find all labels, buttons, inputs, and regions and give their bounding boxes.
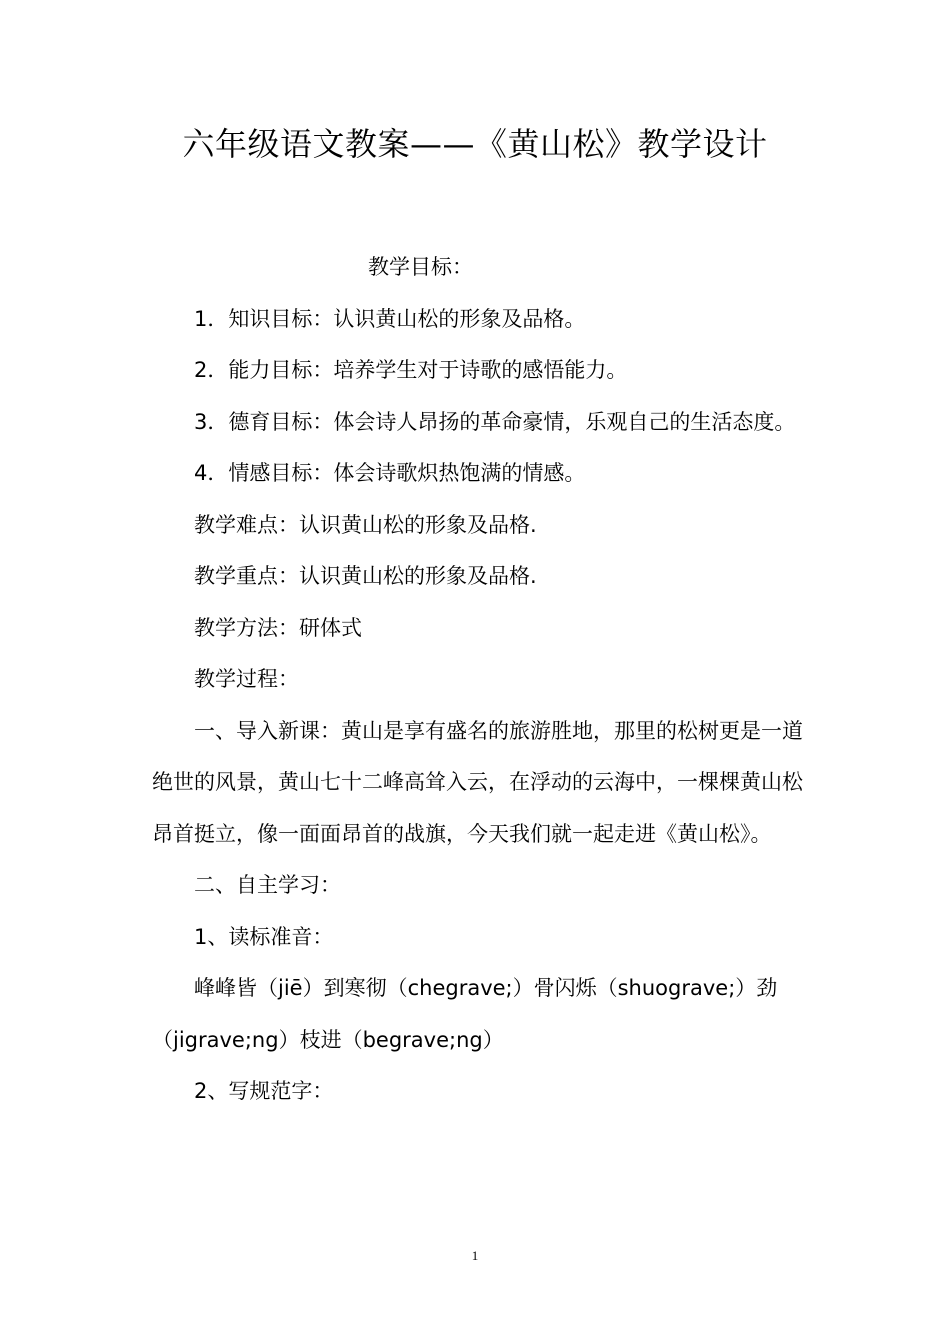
paragraph-knowledge-goal: 1．知识目标：认识黄山松的形象及品格。 [194, 306, 586, 331]
paragraph-self-study: 二、自主学习： [194, 873, 341, 897]
paragraph-read-pronunciation: 1、读标准音： [194, 924, 334, 949]
paragraph-pinyin-list: 峰峰皆（jiē）到寒彻（chegrave;）骨闪烁（shuograve;）劲（jigrave;ng）枝进（begrave;ng） [152, 976, 778, 1052]
paragraph-teaching-difficulty: 教学难点：认识黄山松的形象及品格. [194, 512, 537, 537]
section-heading-teaching-goals: 教学目标： [368, 255, 473, 279]
document-title: 六年级语文教案——《黄山松》教学设计 [182, 125, 768, 163]
paragraph-write-characters: 2、写规范字： [194, 1079, 334, 1103]
paragraph-ability-goal: 2．能力目标：培养学生对于诗歌的感悟能力。 [194, 358, 628, 382]
paragraph-teaching-method: 教学方法：研体式 [194, 615, 362, 640]
paragraph-moral-goal: 3．德育目标：体会诗人昂扬的革命豪情，乐观自己的生活态度。 [194, 409, 796, 434]
paragraph-teaching-focus: 教学重点：认识黄山松的形象及品格. [194, 564, 537, 588]
page-number: 1 [471, 1248, 479, 1263]
paragraph-introduction: 一、导入新课：黄山是享有盛名的旅游胜地，那里的松树更是一道绝世的风景，黄山七十二峰高耸入云，在浮动的云海中，一棵棵黄山松昂首挺立，像一面面昂首的战旗，今天我们就一起走进《黄山松》。 [152, 718, 803, 846]
document-body [152, 242, 812, 1118]
paragraph-emotion-goal: 4．情感目标：体会诗歌炽热饱满的情感。 [194, 461, 586, 485]
paragraph-teaching-process: 教学过程： [194, 667, 299, 691]
